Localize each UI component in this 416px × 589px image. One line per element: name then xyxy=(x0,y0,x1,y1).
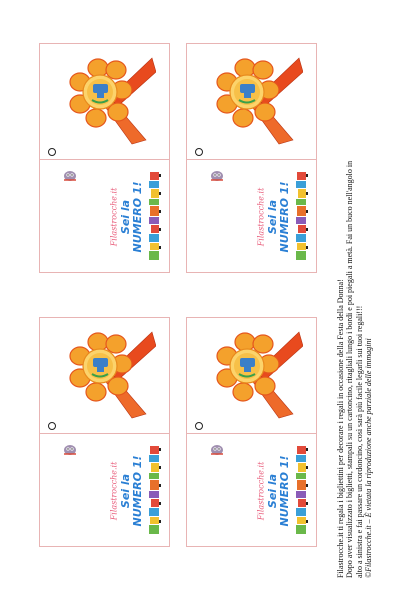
card-text xyxy=(257,462,266,521)
title-line1: Sei la xyxy=(266,473,279,509)
punch-hole-icon xyxy=(195,422,203,430)
flower-badge-icon xyxy=(213,54,303,146)
card-front xyxy=(40,160,171,274)
title-line2: NUMERO 1! xyxy=(278,455,291,527)
instructions-text xyxy=(336,58,373,578)
title-line1: Sei la xyxy=(119,199,132,235)
punch-hole-icon xyxy=(48,148,56,156)
title-line1: Sei la xyxy=(266,199,279,235)
brand-label: Filastrocche.it xyxy=(109,461,119,521)
instructions-line: Filastrocche.it ti regala i bigliettini per decorare i regali in occasione della Festa della Donna! xyxy=(336,279,345,578)
card-front xyxy=(187,434,318,548)
title-line2: NUMERO 1! xyxy=(131,455,144,527)
instructions-line: alto a sinistra e fai passare un cordoncino, così sarà più facile legarli sui tuoi regali!!! xyxy=(354,305,364,578)
card-text xyxy=(257,188,266,247)
title-line2: NUMERO 1! xyxy=(131,181,144,253)
flower-badge-icon xyxy=(66,54,156,146)
card-text xyxy=(110,462,119,521)
gift-tag-card xyxy=(39,43,170,273)
card-title xyxy=(120,456,144,527)
title-line1: Sei la xyxy=(119,473,132,509)
card-front xyxy=(40,434,171,548)
card-title xyxy=(120,182,144,253)
card-title xyxy=(267,456,291,527)
title-line2: NUMERO 1! xyxy=(278,181,291,253)
punch-hole-icon xyxy=(195,148,203,156)
town-houses-icon xyxy=(148,170,162,262)
gift-tag-card xyxy=(186,43,317,273)
gift-tag-card xyxy=(39,317,170,547)
card-title xyxy=(267,182,291,253)
gift-tag-card xyxy=(186,317,317,547)
town-houses-icon xyxy=(295,444,309,536)
brand-label: Filastrocche.it xyxy=(256,187,266,247)
town-houses-icon xyxy=(148,444,162,536)
flower-badge-icon xyxy=(66,328,156,420)
instructions-line: Dopo aver visualizzato i biglietti, stampali su un cartoncino, ritagliali lungo i bordi e poi piegali a metà. Fai un buco nell'angolo in xyxy=(345,160,355,578)
flower-badge-icon xyxy=(213,328,303,420)
brand-label: Filastrocche.it xyxy=(256,461,266,521)
owl-icon xyxy=(209,444,225,456)
card-text xyxy=(110,188,119,247)
copyright-line: ©Filastrocche.it – È vietata la riproduzione anche parziale delle immagini xyxy=(363,338,373,578)
owl-icon xyxy=(62,170,78,182)
town-houses-icon xyxy=(295,170,309,262)
brand-label: Filastrocche.it xyxy=(109,187,119,247)
punch-hole-icon xyxy=(48,422,56,430)
card-front xyxy=(187,160,318,274)
owl-icon xyxy=(209,170,225,182)
owl-icon xyxy=(62,444,78,456)
